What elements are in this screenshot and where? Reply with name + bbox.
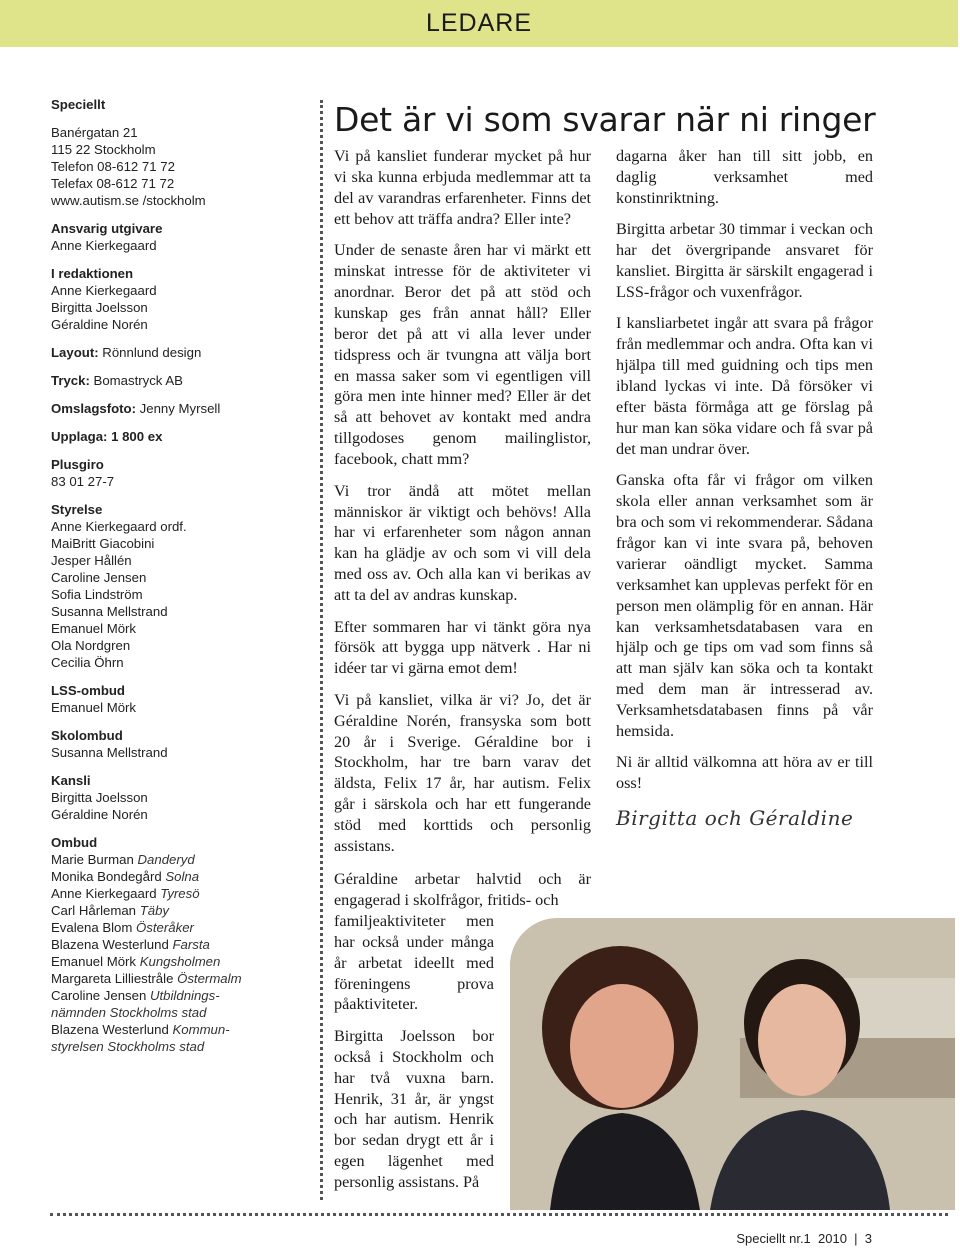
rep-place: Solna [165, 869, 200, 884]
rep-place: Utbildnings- [149, 988, 220, 1003]
rep-entry [51, 851, 306, 868]
school-name: Susanna Mellstrand [51, 745, 168, 760]
board-member: Emanuel Mörk [51, 621, 137, 636]
board-member: Ola Nordgren [51, 638, 131, 653]
editorial-name: Anne Kierkegaard [51, 283, 157, 298]
rep-place: Österåker [136, 920, 194, 935]
board-member: Cecilia Öhrn [51, 655, 124, 670]
print-label: Tryck: [51, 373, 90, 388]
rep-entry [51, 953, 306, 970]
lss-name: Emanuel Mörk [51, 700, 137, 715]
dotted-footer-divider [50, 1213, 948, 1216]
rep-place: Tyresö [160, 886, 200, 901]
layout-label: Layout: [51, 345, 99, 360]
cover-photo-label: Omslagsfoto: [51, 401, 136, 416]
rep-entry [51, 970, 306, 987]
cover-photo-value: Jenny Myrsell [136, 401, 221, 416]
office-block [51, 772, 306, 823]
signature: Birgitta och Géraldine [616, 806, 854, 831]
rep-entry [51, 987, 306, 1004]
rep-name: Emanuel Mörk [51, 954, 137, 969]
board-member: Anne Kierkegaard ordf. [51, 519, 187, 534]
plusgiro-value: 83 01 27-7 [51, 474, 115, 489]
article-paragraph: familjeaktiviteter men har också under många år arbetat ideellt med föreningens prova påaktiviteter. [334, 911, 494, 1014]
masthead-sidebar [51, 96, 306, 1066]
rep-name: Caroline Jensen [51, 988, 147, 1003]
publisher-name: Anne Kierkegaard [51, 238, 157, 253]
article-paragraph: Vi på kansliet, vilka är vi? Jo, det är Géraldine Norén, fransyska som bott 20 år i Sverige. Géraldine bor i Stockholm, har tre barn varav det äldsta, Felix 17 år, har autism. Felix går i särskola och har ett fungerande stöd med korttids och personlig assistans. [334, 690, 591, 856]
reps-block [51, 834, 306, 1055]
article-paragraph: Efter sommaren har vi tänkt göra nya försök att bygga upp nätverk . Har ni idéer tar vi gärna emot dem! [334, 617, 591, 678]
article-paragraph: I kansliarbetet ingår att svara på frågor från medlemmar och andra. Ofta kan vi hjälpa till med guidning och tips men ibland lyckas vi inte. Då försöker vi efter bästa förmåga att ge förslag på hur man kan söka vidare och få svar på det man undrar över. [616, 314, 873, 458]
masthead-label: Speciellt [51, 97, 106, 112]
office-name: Birgitta Joelsson [51, 790, 148, 805]
address-fax: Telefax 08-612 71 72 [51, 176, 175, 191]
circulation [51, 428, 306, 445]
cover-photo-credit [51, 400, 306, 417]
print-credit [51, 372, 306, 389]
address-phone: Telefon 08-612 71 72 [51, 159, 175, 174]
rep-name: Blazena Westerlund [51, 937, 169, 952]
article-column-1 [334, 146, 591, 868]
office-label: Kansli [51, 773, 91, 788]
lss-label: LSS-ombud [51, 683, 125, 698]
rep-place: Kommun- [172, 1022, 230, 1037]
rep-place: nämnden Stockholms stad [51, 1005, 207, 1020]
rep-place: Farsta [172, 937, 210, 952]
board-label: Styrelse [51, 502, 103, 517]
rep-place: Östermalm [177, 971, 242, 986]
publisher-label: Ansvarig utgivare [51, 221, 163, 236]
article-paragraph: Ganska ofta får vi frågor om vilken skola eller annan verksamhet som är bra och som vi rekommenderar. Sådana frågor kan vi inte svara på, behoven varierar oändligt mycket. Samma verksamhet kan upplevas perfekt för en person men olämplig för en annan. Här kan verksamhetsdatabasen vara en hjälp och ge tips om vad som finns så att man själv kan söka och ta kontakt med dem man är intresserad av. Verksamhetsdatabasen finns på vår hemsida. [616, 471, 873, 741]
rep-entry [51, 902, 306, 919]
editorial-block [51, 265, 306, 333]
address-website: www.autism.se /stockholm [51, 193, 206, 208]
board-member: Susanna Mellstrand [51, 604, 168, 619]
plusgiro-block [51, 456, 306, 490]
editorial-name: Géraldine Norén [51, 317, 148, 332]
board-member: Jesper Hållén [51, 553, 132, 568]
section-label: LEDARE [425, 9, 533, 37]
staff-photo [510, 918, 955, 1210]
masthead-title [51, 96, 306, 113]
article-paragraph: dagarna åker han till sitt jobb, en daglig verksamhet med konstinriktning. [616, 147, 873, 207]
rep-place: Danderyd [137, 852, 195, 867]
rep-name: Marie Burman [51, 852, 134, 867]
circulation-label: Upplaga: 1 800 ex [51, 429, 163, 444]
rep-entry [51, 868, 306, 885]
rep-name: Monika Bondegård [51, 869, 162, 884]
article-paragraph: Birgitta Joelsson bor också i Stockholm och har två vuxna barn. Henrik, 31 år, är yngst och har autism. Henrik bor sedan drygt ett år i egen lägenhet med personlig assistans. På [334, 1026, 494, 1192]
rep-entry [51, 1021, 306, 1038]
article-paragraph: Ni är alltid välkomna att höra av er till oss! [616, 753, 873, 793]
board-block [51, 501, 306, 671]
dotted-column-divider [320, 100, 323, 1200]
rep-entry [51, 936, 306, 953]
rep-entry [51, 919, 306, 936]
article-paragraph: Birgitta arbetar 30 timmar i veckan och har det övergripande ansvaret för kansliet. Birgitta är särskilt engagerad i LSS-frågor och vuxenfrågor. [616, 220, 873, 301]
school-label: Skolombud [51, 728, 123, 743]
section-header-band [0, 0, 958, 47]
layout-value: Rönnlund design [98, 345, 202, 360]
rep-name: Blazena Westerlund [51, 1022, 169, 1037]
editorial-name: Birgitta Joelsson [51, 300, 148, 315]
office-name: Géraldine Norén [51, 807, 148, 822]
staff-photo-illustration [510, 918, 955, 1210]
article-column-1-lower [334, 869, 591, 1204]
page-footer: Speciellt nr.1 2010 | 3 [736, 1231, 872, 1246]
article-paragraph: Vi tror ändå att mötet mellan människor är viktigt och behövs! Alla har vi erfarenheter som någon annan kan ha glädje av och som vi vill dela med oss av. Och alla kan vi berikas av att ta del av andras kunskap. [334, 481, 591, 605]
rep-place: Kungsholmen [139, 954, 221, 969]
reps-label: Ombud [51, 835, 98, 850]
board-member: Sofia Lindström [51, 587, 143, 602]
article-column-2 [616, 146, 873, 829]
plusgiro-label: Plusgiro [51, 457, 104, 472]
rep-entry [51, 885, 306, 902]
editorial-label: I redaktionen [51, 266, 134, 281]
address-block [51, 124, 306, 209]
rep-name: Evalena Blom [51, 920, 133, 935]
rep-name: Carl Hårleman [51, 903, 137, 918]
board-member: Caroline Jensen [51, 570, 147, 585]
address-street: Banérgatan 21 [51, 125, 138, 140]
publisher-block [51, 220, 306, 254]
layout-credit [51, 344, 306, 361]
rep-entry-continued [51, 1038, 306, 1055]
rep-name: Anne Kierkegaard [51, 886, 157, 901]
article-paragraph: Vi på kansliet funderar mycket på hur vi ska kunna erbjuda medlemmar att ta del av varandras erfarenheter. Finns det ett behov att träffa andra? Eller inte? [334, 147, 591, 228]
rep-name: Margareta Lilliestråle [51, 971, 174, 986]
address-city: 115 22 Stockholm [51, 142, 156, 157]
article-paragraph: Géraldine arbetar halvtid och är engagerad i skolfrågor, fritids- och [334, 870, 591, 909]
school-block [51, 727, 306, 761]
article-title: Det är vi som svarar när ni ringer [334, 100, 876, 139]
rep-place: styrelsen Stockholms stad [51, 1039, 205, 1054]
rep-entry-continued [51, 1004, 306, 1021]
rep-place: Täby [139, 903, 170, 918]
article-paragraph: Under de senaste åren har vi märkt ett minskat intresse för de aktiviteter vi anordnar. Beror det på att stöd och kunskap ges från annat håll? Eller beror det på att vi alla lever under tidspress och är tvungna att välja bort en massa saker som vi egentligen vill göra men inte hinner med? Eller är det så att behovet av kontakt med andra tillgodoses genom mailinglistor, facebook, chatt mm? [334, 241, 591, 469]
print-value: Bomastryck AB [89, 373, 183, 388]
board-member: MaiBritt Giacobini [51, 536, 155, 551]
lss-block [51, 682, 306, 716]
